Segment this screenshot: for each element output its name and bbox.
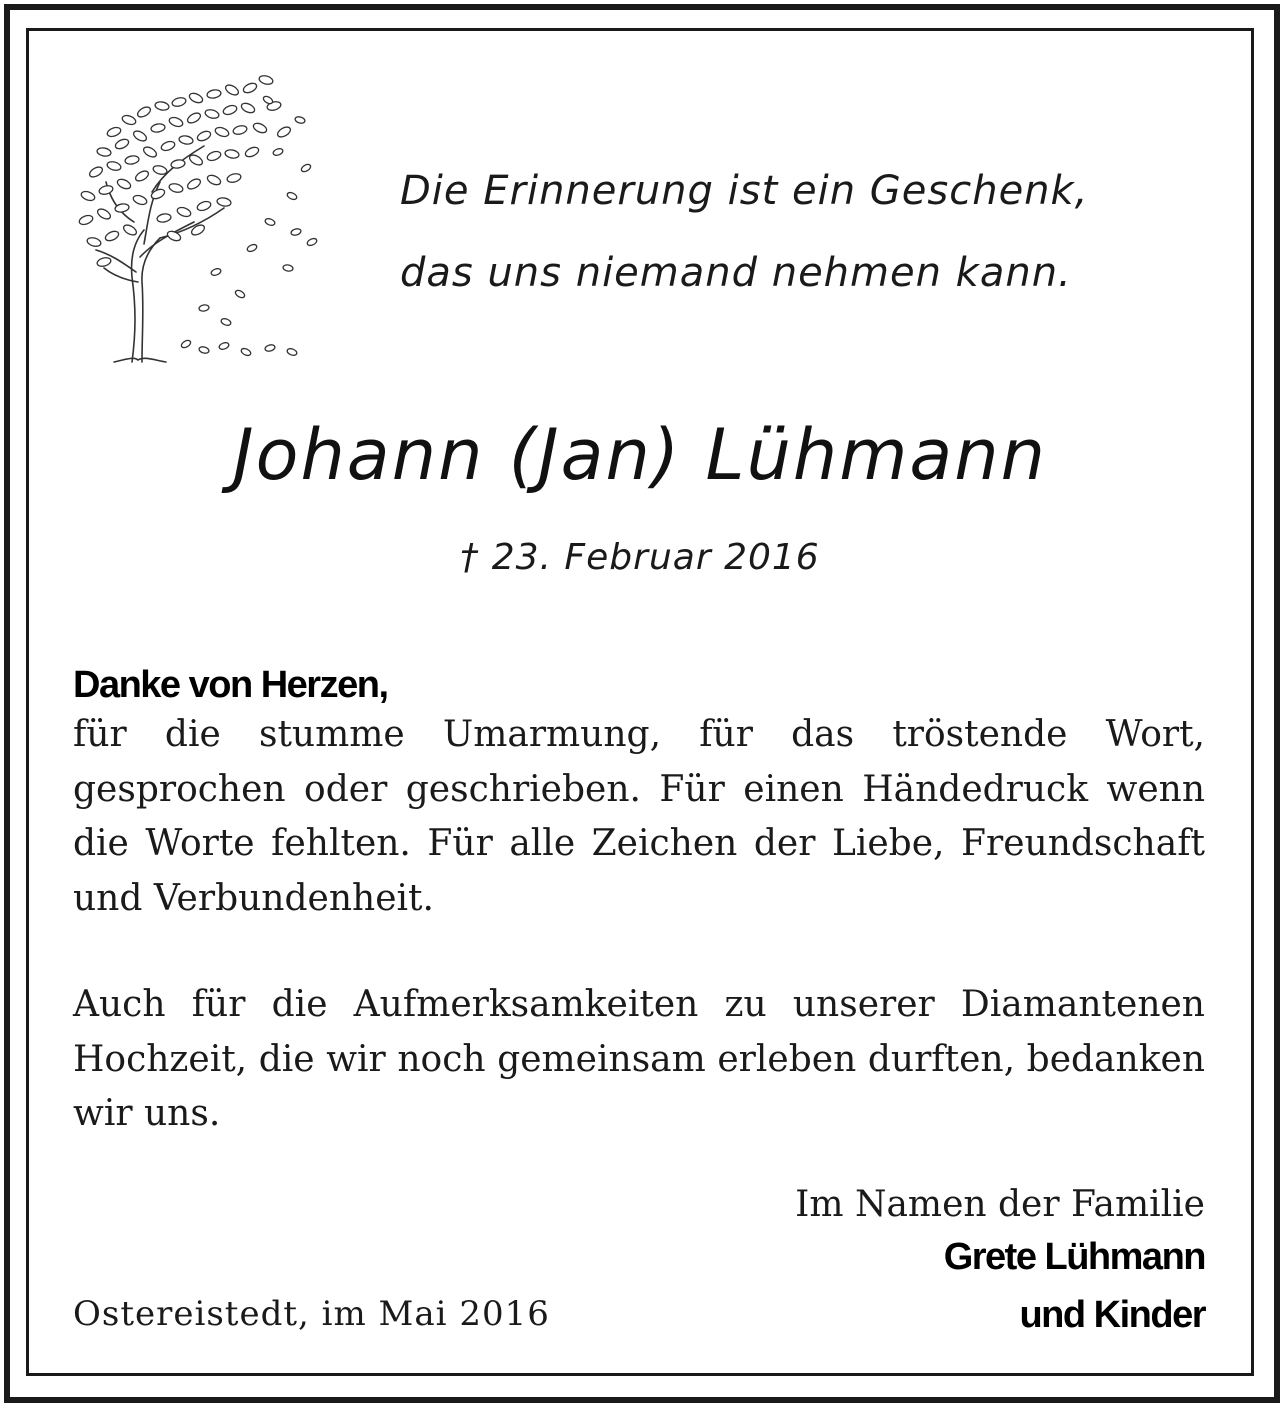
death-date: † 23. Februar 2016 [460, 537, 820, 578]
windblown-tree-icon [74, 72, 324, 367]
motto-line-2: das uns niemand nehmen kann. [400, 250, 1072, 296]
signature-line-2: Grete Lühmann [943, 1236, 1205, 1278]
thanks-paragraph-1: für die stumme Umarmung, für das tröstende Wort, gesprochen oder geschrieben. Für einen Händedruck wenn die Worte fehlten. Für alle Zeichen der Liebe, Freundschaft und Verbundenheit. [73, 714, 1205, 919]
deceased-name: Johann (Jan) Lühmann [232, 414, 1048, 496]
motto-line-1: Die Erinnerung ist ein Geschenk, [400, 168, 1089, 214]
signature-line-1: Im Namen der Familie [795, 1184, 1205, 1225]
signature-line-3: und Kinder [1019, 1294, 1205, 1336]
thanks-heading: Danke von Herzen, [73, 664, 388, 706]
place-and-date: Ostereistedt, im Mai 2016 [73, 1294, 550, 1334]
memorial-motto [400, 150, 1200, 314]
thanks-paragraph-2: Auch für die Aufmerksamkeiten zu unserer Diamantenen Hochzeit, die wir noch gemeinsam erleben durften, bedanken wir uns. [73, 984, 1205, 1134]
